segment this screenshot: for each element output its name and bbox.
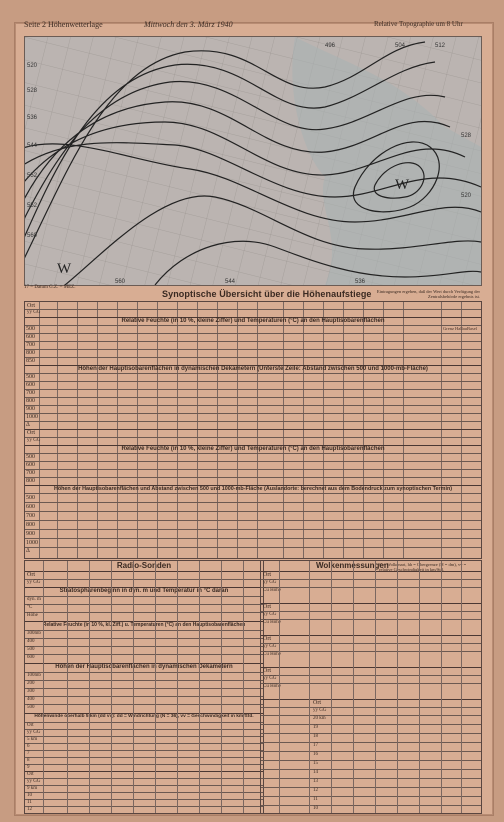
synoptic-title: Synoptische Übersicht über die Höhenaufstiege [162,289,372,299]
svg-text:528: 528 [461,133,472,139]
section-hoehen1: Höhen der Hauptisobarenflächen in dynamischen Dekametern (Unterste Zeile: Abstand zwischen 500 und 1000-mb-Fläche) [78,366,428,372]
map-header-right: Relative Topographie um 8 Uhr [374,20,463,28]
svg-text:528: 528 [27,88,38,94]
svg-text:520: 520 [461,193,472,199]
svg-text:504: 504 [395,43,406,49]
svg-text:552: 552 [27,173,38,179]
hdr-zeit: yy GG [27,310,41,315]
svg-text:536: 536 [355,279,366,285]
svg-text:560: 560 [115,279,126,285]
low-mark-w2: W [395,177,410,193]
radio-title: Radio-Sonden [116,561,172,570]
wolken-legend: C = Wolkenart, hh = Obergrenze (H = dm), vv = relative Geschwindigkeit in km/Std. [379,562,467,572]
svg-text:520: 520 [27,63,38,69]
low-mark-w: W [57,261,72,277]
synoptic-table: Ort yy GG Relative Feuchte (in 10 %, kleine Ziffer) und Temperaturen (°C) an den Hauptisobarenflächen 500 600 700 800 850 Höhen der Hauptisobarenflächen in dynamischen Dekametern (Unterste Zeile: Abstand zwischen 500 und 1000-mb-Fläche) 500 600 700 800 900 1000 Δ Ort yy GG Relative Feuchte (in 10 %, kleine Ziffer) und Temperaturen (°C) an den Hauptisobarenflächen 500 600 700 800 Höhen der Hauptisobarenflächen und Abstand zwischen 500 und 1000-mb-Fläche (Auslandorte: berechnet aus dem Bodendruck zum synoptischen Termin) 500 600 700 800 900 1000 Δ Grenz Hallau Basel [24,301,482,559]
wolkenmessungen-table: Wolkenmessungen C = Wolkenart, hh = Obergrenze (H = dm), vv = relative Geschwindigkeit in km/Std. Ort yy GG Cu Höhe Ort yy GG Cu Höhe Ort yy GG Cu Höhe Ort yy GG Cu Höhe Ort yy GG 20 km 19 18 17 16 15 14 13 12 11 10 [260,560,482,814]
weather-map [24,36,482,286]
svg-text:552: 552 [27,203,38,209]
svg-text:560: 560 [27,233,38,239]
synoptic-title-row [24,289,480,301]
radio-sonden-table: Radio-Sonden Ort yy GG Stratosphärenbeginn in dyn. m und Temperatur in °C daran dyn. m °C Höhe Relative Feuchte (in 10 %, kl. Ziff.) u. Temperaturen (°C) an den Hauptisobarenflächen 300mb 400 500 600 Höhen der Hauptisobarenflächen in dynamischen Dekametern 100mb 200 300 400 500 Höhenwinde oberhalb 5 km (dd vv): dd = Windrichtung (N = 36), vv = Geschwindigkeit in km/Std. Ort yy GG 5 km 6 7 8 9 Ort yy GG 9 km 10 11 12 [24,560,264,814]
synoptic-note: Eintragungen ergeben, daß der Wert durch Verfügung der Zentralsbehörde ergebnis ist. [376,289,480,299]
section-hoehen2: Höhen der Hauptisobarenflächen und Abstand zwischen 500 und 1000-mb-Fläche (Auslandorte: berechnet aus dem Bodendruck zum synoptischen Termin) [53,486,453,492]
svg-text:496: 496 [325,43,336,49]
svg-text:536: 536 [27,115,38,121]
map-header [24,20,480,34]
section-rel1: Relative Feuchte (in 10 %, kleine Ziffer) und Temperaturen (°C) an den Hauptisobarenflächen [121,318,385,324]
radio-wind: Höhenwinde oberhalb 5 km (dd vv): dd = Windrichtung (N = 36), vv = Geschwindigkeit in km/Std. [34,714,254,719]
map-footnote: 17 = Datum G.Z. = MEZ. [24,285,76,290]
hdr-ort: Ort [27,303,35,309]
radio-rel: Relative Feuchte (in 10 %, kl. Ziff.) u. Temperaturen (°C) an den Hauptisobarenflächen [42,622,246,628]
contour-map [25,37,481,285]
svg-text:512: 512 [435,43,446,49]
map-header-date: Mittwoch den 3. März 1940 [144,20,233,29]
radio-stratos: Stratosphärenbeginn in dyn. m und Temperatur in °C daran [59,588,229,594]
svg-text:544: 544 [27,143,38,149]
map-header-left: Seite 2 Höhenwetterlage [24,20,103,29]
radio-hoehen: Höhen der Hauptisobarenflächen in dynamischen Dekametern [55,664,233,670]
svg-text:544: 544 [225,279,236,285]
wolken-title: Wolkenmessungen [316,561,389,570]
section-rel2: Relative Feuchte (in 10 %, kleine Ziffer) und Temperaturen (°C) an den Hauptisobarenflächen [121,446,385,452]
